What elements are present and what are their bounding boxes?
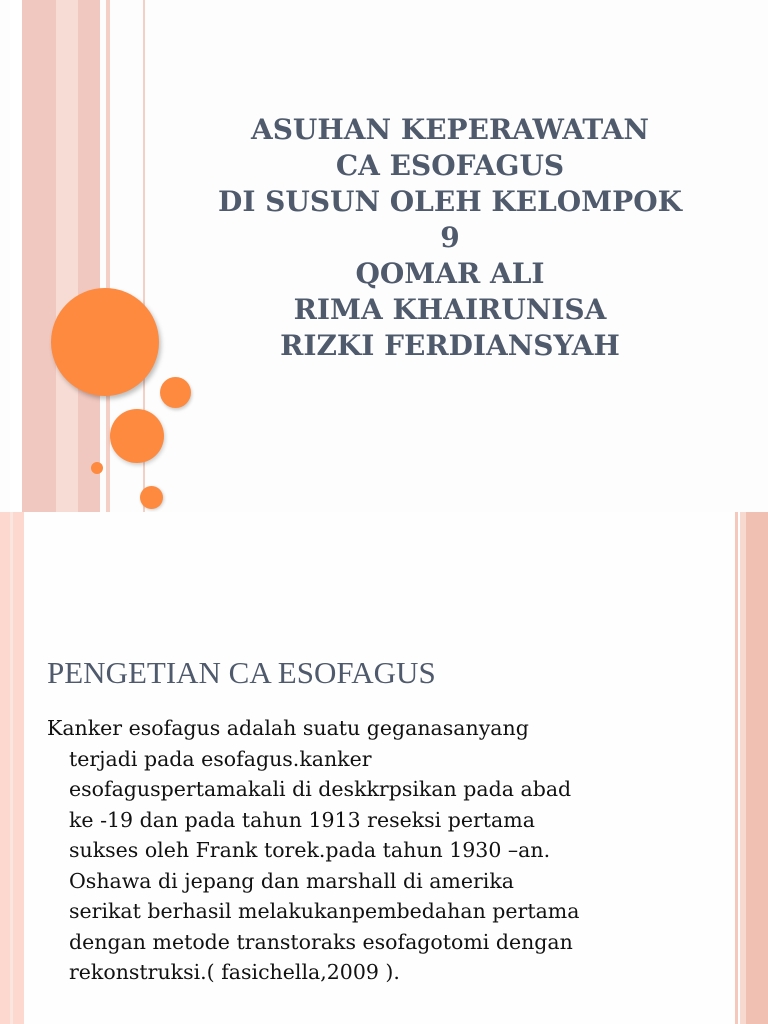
stripe-band — [22, 0, 56, 512]
body-line: ke -19 dan pada tahun 1913 reseksi pertama — [69, 807, 535, 832]
body-line: rekonstruksi.( fasichella,2009 ). — [69, 960, 400, 984]
stripe-line — [10, 512, 13, 1024]
stripe-band — [746, 512, 768, 1024]
decorative-circle-small — [140, 486, 163, 509]
title-line: RIZKI FERDIANSYAH — [280, 329, 620, 362]
content-slide — [0, 512, 768, 1024]
title-line: DI SUSUN OLEH KELOMPOK — [218, 185, 682, 218]
slide-heading: PENGETIAN CA ESOFAGUS — [47, 655, 436, 690]
title-line: QOMAR ALI — [355, 257, 545, 290]
body-line: Kanker esofagus adalah suatu geganasanyang — [47, 716, 529, 740]
decorative-circle-large — [51, 288, 159, 396]
body-line: esofaguspertamakali di deskkrpsikan pada abad — [69, 777, 572, 801]
slide-title — [190, 112, 710, 364]
stripe-line — [735, 512, 738, 1024]
decorative-circle-small — [160, 377, 191, 408]
slide-body-text — [47, 713, 687, 988]
stripe-gap — [10, 0, 22, 512]
stripe-edge — [0, 0, 10, 512]
body-line: sukses oleh Frank torek.pada tahun 1930 –an. — [69, 838, 551, 862]
body-line: terjadi pada esofagus.kanker — [69, 746, 372, 771]
decorative-circle-tiny — [91, 462, 103, 474]
body-line: dengan metode transtoraks esofagotomi dengan — [69, 929, 573, 954]
stripe-band — [56, 0, 78, 512]
body-line: serikat berhasil melakukanpembedahan pertama — [69, 899, 580, 923]
stripe-band — [78, 0, 100, 512]
title-line: CA ESOFAGUS — [335, 149, 565, 182]
title-line: RIMA KHAIRUNISA — [293, 293, 607, 326]
body-line: Oshawa di jepang dan marshall di amerika — [69, 868, 514, 893]
decorative-circle-medium — [110, 409, 164, 463]
title-line: ASUHAN KEPERAWATAN — [250, 113, 650, 146]
title-line: 9 — [440, 221, 460, 254]
